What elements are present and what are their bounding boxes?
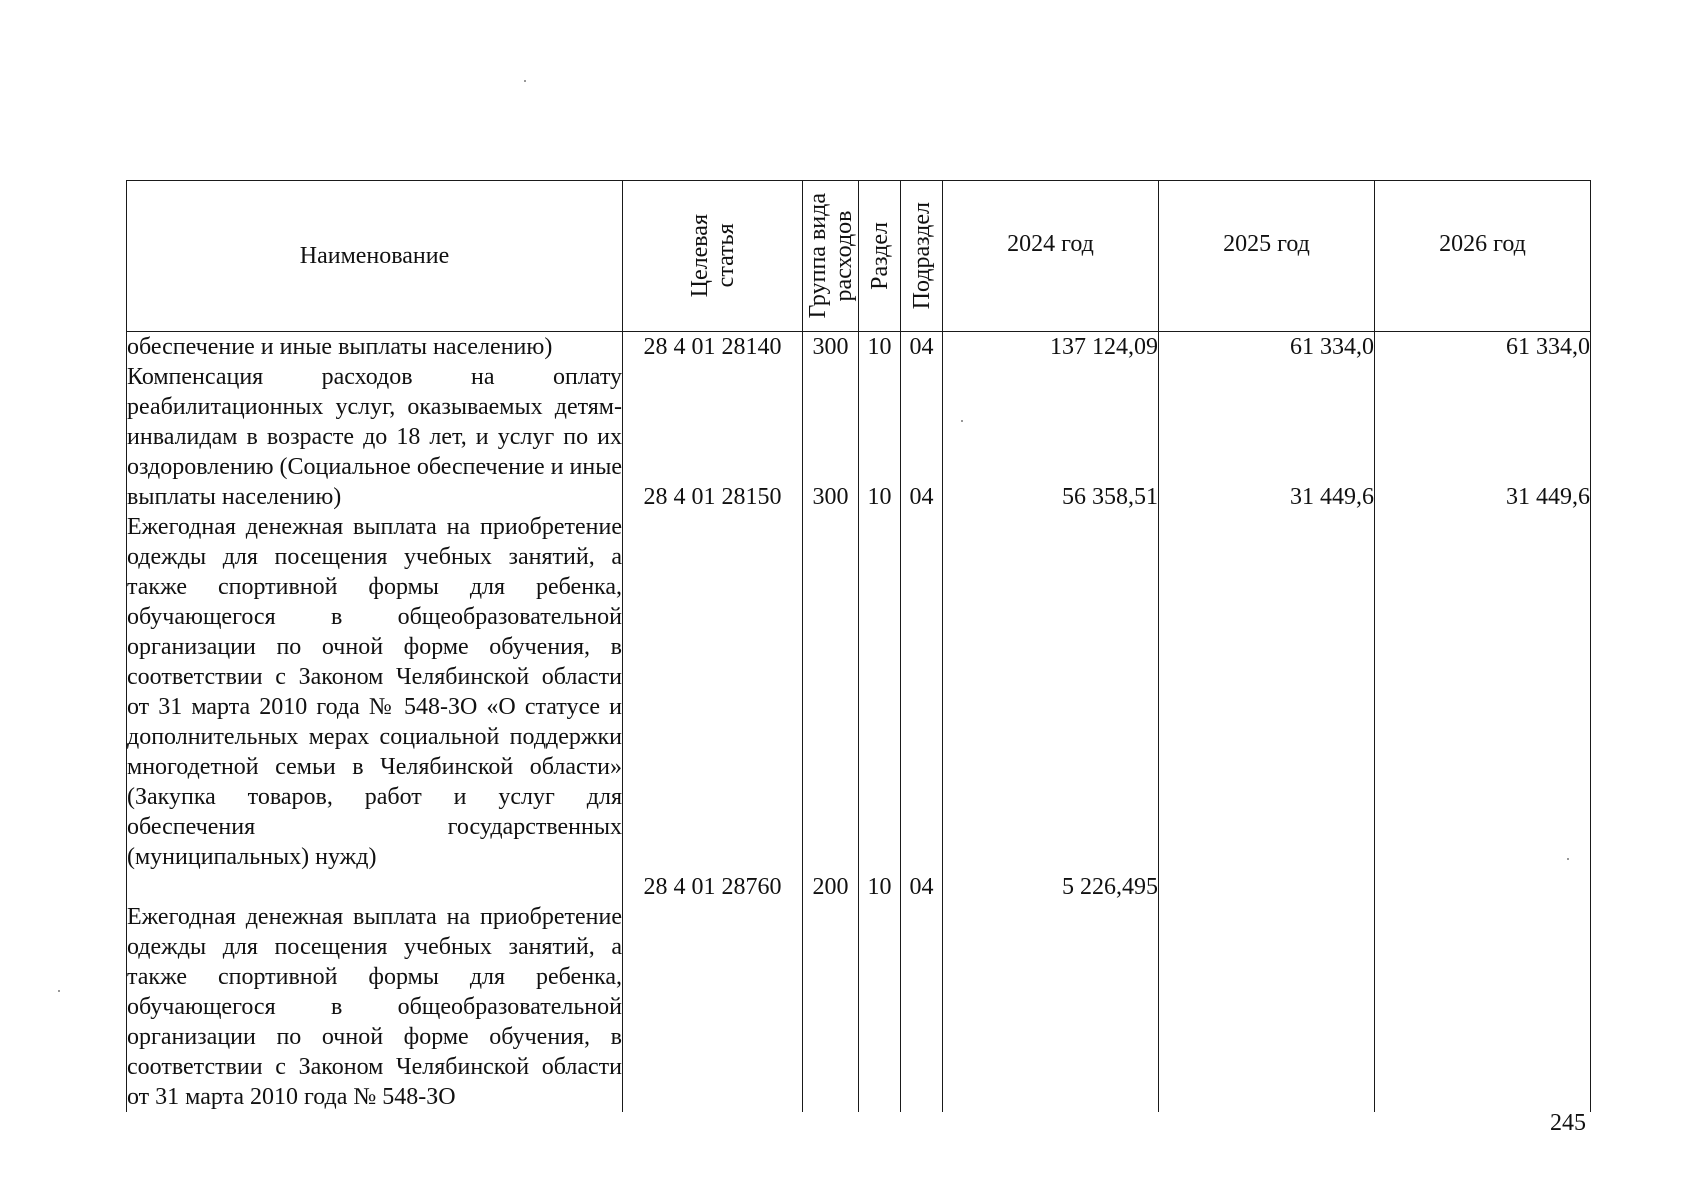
header-2024: 2024 год xyxy=(943,181,1159,332)
row-expense-group xyxy=(803,902,859,1112)
header-subsection: Подраздел xyxy=(901,181,943,332)
scan-speck xyxy=(524,80,526,82)
table-row xyxy=(127,362,1591,512)
row-subsection: 04 xyxy=(901,332,943,363)
page-number: 245 xyxy=(1550,1110,1586,1136)
row-value-2025: 31 449,6 xyxy=(1159,362,1375,512)
row-value-2024: 5 226,495 xyxy=(943,512,1159,902)
row-value-2024 xyxy=(943,902,1159,1112)
row-value-2025 xyxy=(1159,512,1375,902)
row-subsection xyxy=(901,902,943,1112)
row-expense-group: 300 xyxy=(803,362,859,512)
row-value-2025 xyxy=(1159,902,1375,1112)
row-target-article: 28 4 01 28150 xyxy=(623,362,803,512)
row-name: Ежегодная денежная выплата на приобретение одежды для посещения учебных занятий, а также спортивной формы для ребенка, обучающегося в общеобразовательной организации по очной форме обучения, в соответствии с Законом Челябинской области от 31 марта 2010 года № 548-ЗО «О статусе и дополнительных мерах социальной поддержки многодетной семьи в Челябинской области» (Закупка товаров, работ и услуг для обеспечения государственных (муниципальных) нужд) xyxy=(127,512,623,902)
table-row xyxy=(127,512,1591,902)
row-target-article: 28 4 01 28760 xyxy=(623,512,803,902)
row-value-2024: 137 124,09 xyxy=(943,332,1159,363)
row-target-article: 28 4 01 28140 xyxy=(623,332,803,363)
table-row xyxy=(127,332,1591,363)
header-2026: 2026 год xyxy=(1375,181,1591,332)
row-expense-group: 200 xyxy=(803,512,859,902)
row-section: 10 xyxy=(859,512,901,902)
row-name: Ежегодная денежная выплата на приобретение одежды для посещения учебных занятий, а также спортивной формы для ребенка, обучающегося в общеобразовательной организации по очной форме обучения, в соответствии с Законом Челябинской области от 31 марта 2010 года № 548-ЗО xyxy=(127,904,622,1110)
table-row xyxy=(127,902,1591,1112)
header-2025: 2025 год xyxy=(1159,181,1375,332)
scan-speck xyxy=(1567,858,1569,860)
row-value-2026: 61 334,0 xyxy=(1375,332,1591,363)
row-subsection: 04 xyxy=(901,362,943,512)
scan-speck xyxy=(58,990,60,992)
header-expense-group: Группа вида расходов xyxy=(803,181,859,332)
row-expense-group: 300 xyxy=(803,332,859,363)
header-section: Раздел xyxy=(859,181,901,332)
row-section: 10 xyxy=(859,362,901,512)
row-name: Компенсация расходов на оплату реабилитационных услуг, оказываемых детям-инвалидам в возрасте до 18 лет, и услуг по их оздоровлению (Социальное обеспечение и иные выплаты населению) xyxy=(127,364,622,510)
table-header-row xyxy=(127,181,1591,332)
row-value-2024: 56 358,51 xyxy=(943,362,1159,512)
row-value-2025: 61 334,0 xyxy=(1159,332,1375,363)
header-name: Наименование xyxy=(127,181,623,332)
scan-speck xyxy=(961,420,963,422)
header-target-article: Целевая статья xyxy=(623,181,803,332)
row-value-2026: 31 449,6 xyxy=(1375,362,1591,512)
budget-table xyxy=(126,180,1591,1112)
row-value-2026 xyxy=(1375,512,1591,902)
row-value-2026 xyxy=(1375,902,1591,1112)
row-name: обеспечение и иные выплаты населению) xyxy=(127,332,623,363)
row-target-article xyxy=(623,902,803,1112)
row-section xyxy=(859,902,901,1112)
row-section: 10 xyxy=(859,332,901,363)
row-subsection: 04 xyxy=(901,512,943,902)
